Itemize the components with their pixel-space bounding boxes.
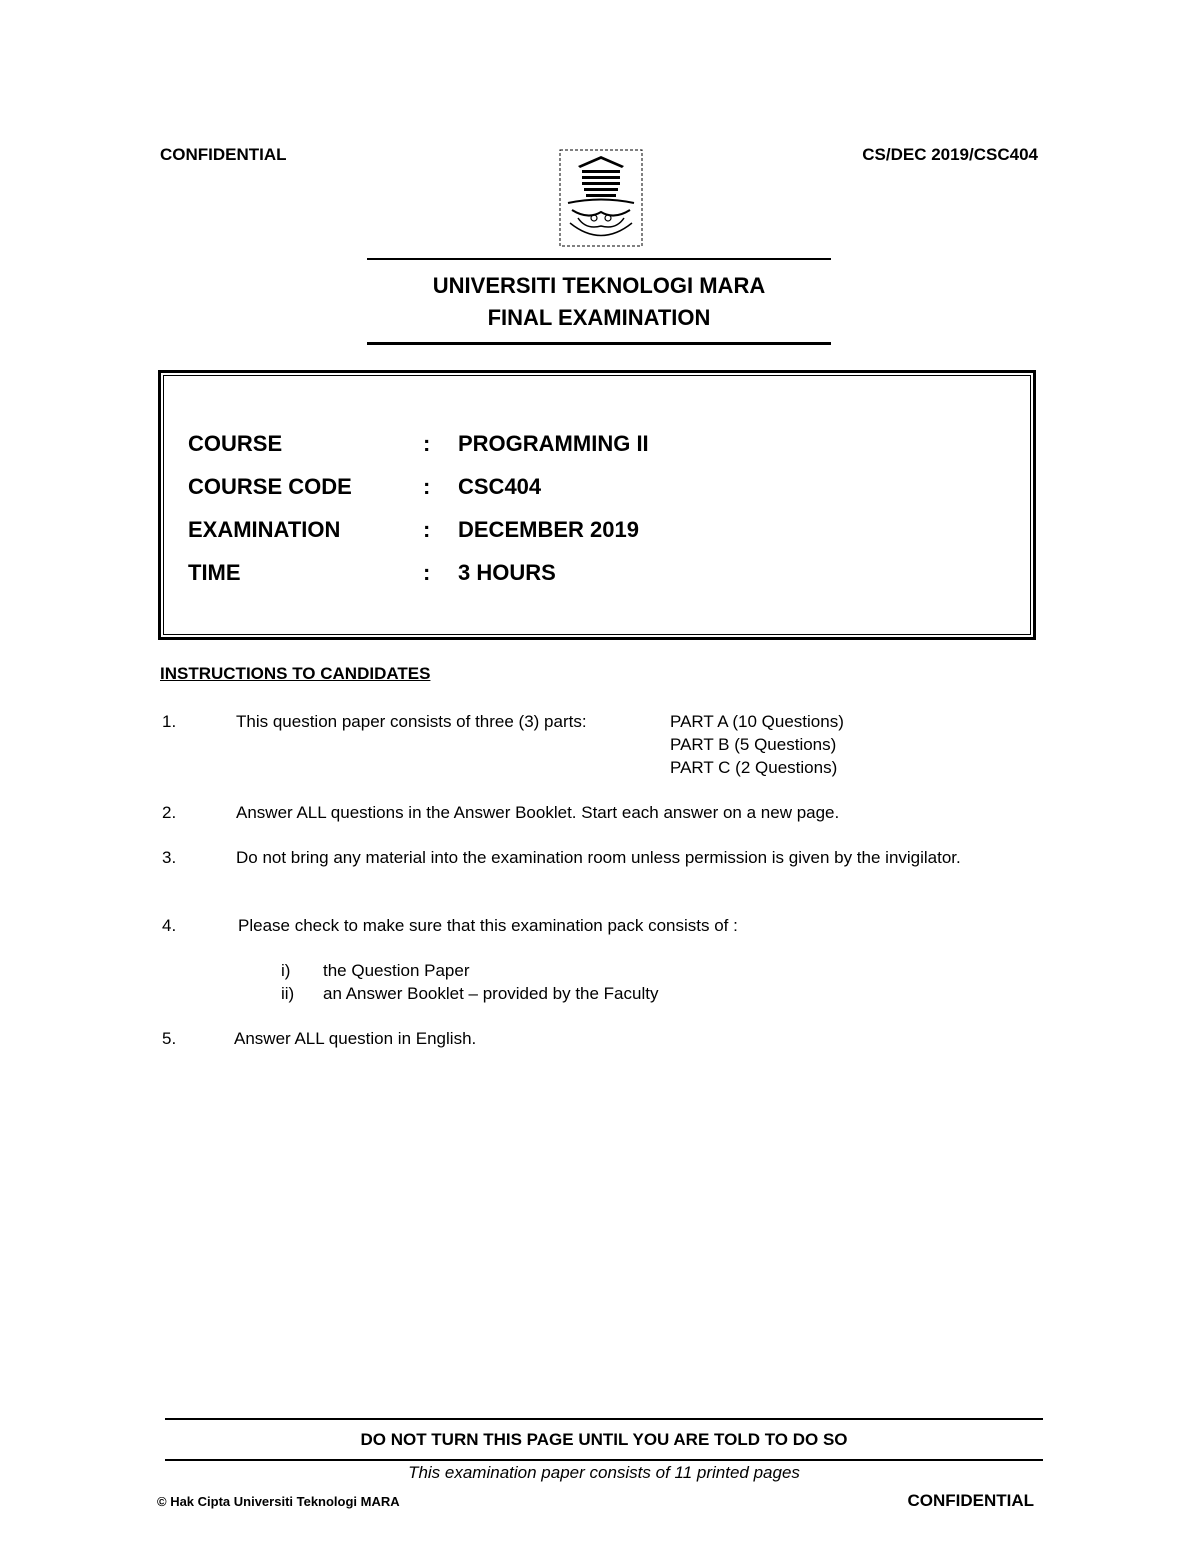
info-value: CSC404 (458, 474, 542, 499)
do-not-turn-notice: DO NOT TURN THIS PAGE UNTIL YOU ARE TOLD TO DO SO (360, 1430, 848, 1449)
info-separator: : (423, 431, 431, 456)
header-confidential-label: CONFIDENTIAL (160, 145, 287, 164)
info-key: COURSE (188, 431, 283, 456)
info-value: PROGRAMMING II (458, 431, 649, 456)
title-top-rule (367, 258, 831, 260)
university-crest-icon (558, 148, 644, 248)
instruction-text: This question paper consists of three (3) parts: (236, 712, 587, 731)
page-count-note: This examination paper consists of 11 printed pages (408, 1463, 800, 1482)
part-item: PART C (2 Questions) (670, 758, 838, 777)
exam-title: FINAL EXAMINATION (487, 305, 711, 330)
instruction-number: 2. (162, 803, 177, 822)
university-name: UNIVERSITI TEKNOLOGI MARA (432, 273, 766, 298)
info-value: DECEMBER 2019 (458, 517, 639, 542)
info-separator: : (423, 474, 431, 499)
info-key: COURSE CODE (188, 474, 352, 499)
instruction-number: 5. (162, 1029, 177, 1048)
instruction-text: Please check to make sure that this examination pack consists of : (238, 916, 738, 935)
info-separator: : (423, 560, 431, 585)
paper-code-label: CS/DEC 2019/CSC404 (862, 145, 1038, 164)
title-bottom-rule (367, 342, 831, 345)
info-value: 3 HOURS (458, 560, 556, 585)
part-item: PART B (5 Questions) (670, 735, 837, 754)
instruction-number: 3. (162, 848, 177, 867)
instructions-heading: INSTRUCTIONS TO CANDIDATES (160, 664, 431, 683)
instruction-text: Do not bring any material into the examination room unless permission is given by the invigilator. (236, 848, 961, 867)
info-separator: : (423, 517, 431, 542)
instruction-text: Answer ALL question in English. (234, 1029, 477, 1048)
part-list (670, 710, 844, 779)
instruction-number: 1. (162, 712, 177, 731)
course-info-box (158, 370, 1036, 640)
copyright-notice: © Hak Cipta Universiti Teknologi MARA (157, 1494, 400, 1509)
info-key: TIME (188, 560, 241, 585)
part-item: PART A (10 Questions) (670, 712, 844, 731)
instruction-text: Answer ALL questions in the Answer Booklet. Start each answer on a new page. (236, 803, 840, 822)
footer-confidential-label: CONFIDENTIAL (907, 1491, 1034, 1510)
instruction-number: 4. (162, 916, 177, 935)
subitem-text: an Answer Booklet – provided by the Faculty (323, 984, 659, 1003)
footer-top-rule (165, 1418, 1043, 1420)
subitem-text: the Question Paper (323, 961, 470, 980)
footer-bottom-rule (165, 1459, 1043, 1461)
info-key: EXAMINATION (188, 517, 341, 542)
subitem-number: ii) (281, 984, 295, 1003)
subitem-number: i) (281, 961, 291, 980)
